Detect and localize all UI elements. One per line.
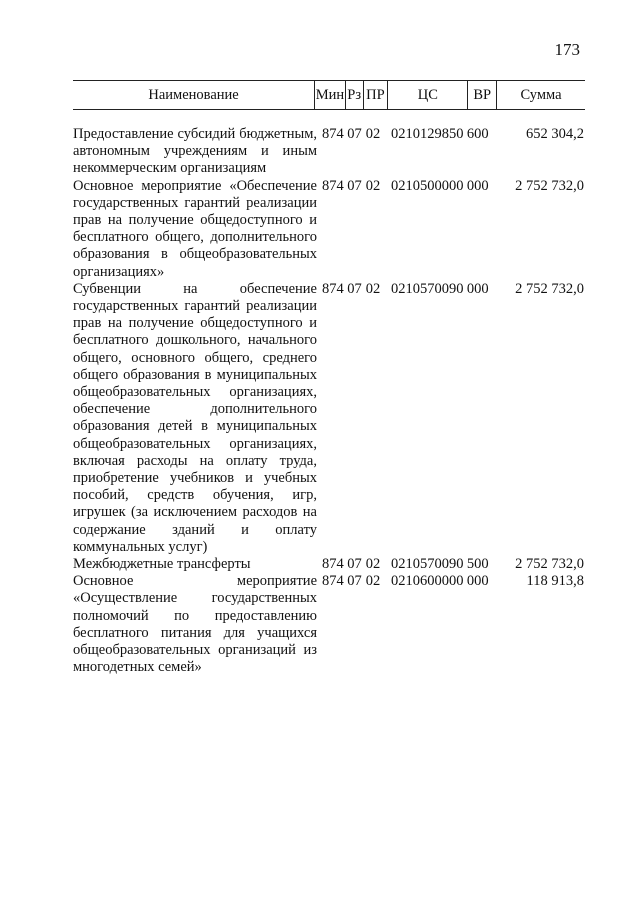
row-cs: 0210129850: [391, 126, 464, 142]
table-row: [73, 573, 585, 676]
row-vr: 000: [466, 177, 489, 194]
row-vr: 600: [466, 126, 489, 142]
row-cs: 0210570090: [391, 280, 464, 297]
header-rz: Рз: [345, 81, 363, 109]
row-codes: [317, 281, 495, 298]
row-pr: 02: [365, 556, 381, 573]
row-vr: 500: [466, 556, 489, 573]
row-codes: [317, 126, 495, 143]
row-cs: 0210570090: [391, 556, 464, 573]
row-sum: 118 913,8: [526, 573, 584, 590]
row-pr: 02: [365, 126, 381, 142]
table-row: [73, 556, 585, 573]
header-vr: ВР: [467, 81, 496, 109]
row-sum: 652 304,2: [526, 126, 584, 142]
row-vr: 000: [466, 280, 489, 297]
row-min: 874: [322, 177, 344, 194]
row-name: Предоставление субсидий бюджетным, автономным учреждениям и иным некоммерческим организациям: [73, 126, 317, 177]
row-sum: 2 752 732,0: [515, 177, 584, 194]
row-pr: 02: [365, 177, 381, 194]
row-cs: 0210500000: [391, 177, 464, 194]
budget-table: [73, 80, 585, 677]
row-rz: 07: [347, 573, 362, 590]
row-min: 874: [322, 126, 344, 142]
table-row: [73, 281, 585, 556]
table-row: [73, 178, 585, 281]
header-pr: ПР: [363, 81, 388, 109]
row-cs: 0210600000: [391, 573, 464, 590]
row-vr: 000: [466, 573, 489, 590]
row-min: 874: [322, 556, 344, 573]
header-cs: ЦС: [387, 81, 467, 109]
row-codes: [317, 178, 495, 195]
row-min: 874: [322, 573, 344, 590]
row-pr: 02: [365, 280, 381, 297]
header-name: Наименование: [148, 86, 239, 103]
row-min: 874: [322, 280, 344, 297]
row-name: Межбюджетные трансферты: [73, 556, 251, 573]
row-rz: 07: [347, 556, 362, 573]
row-name: Основное мероприятие «Осуществление государственных полномочий по предоставлению бесплатного питания для учащихся общеобразовательных организаций из многодетных семей»: [73, 573, 317, 676]
table-body: [73, 110, 585, 677]
row-sum: 2 752 732,0: [515, 280, 584, 297]
row-codes: [317, 573, 495, 590]
table-header: [73, 80, 585, 110]
table-row: [73, 126, 585, 178]
header-min: Мин: [314, 81, 345, 109]
page-number: 173: [554, 40, 580, 59]
row-sum: 2 752 732,0: [515, 556, 584, 573]
row-rz: 07: [347, 280, 362, 297]
row-name: Субвенции на обеспечение государственных гарантий реализации прав на получение общедоступного и бесплатного дошкольного, начального общего, основного общего, среднего общего образования в муниципальных общеобразовательных организациях, обеспечение дополнительного образования детей в муниципальных общеобразовательных организациях, включая расходы на оплату труда, приобретение учебников и учебных пособий, средств обучения, игр, игрушек (за исключением расходов на содержание зданий и оплату коммунальных услуг): [73, 280, 317, 555]
row-rz: 07: [347, 177, 362, 194]
row-rz: 07: [347, 126, 362, 142]
row-pr: 02: [365, 573, 381, 590]
header-sum: Сумма: [496, 81, 585, 109]
row-codes: [317, 556, 495, 573]
row-name: Основное мероприятие «Обеспечение государственных гарантий реализации прав на получение общедоступного и бесплатного общего, дополнительного образования в общеобразовательных организациях»: [73, 177, 317, 280]
